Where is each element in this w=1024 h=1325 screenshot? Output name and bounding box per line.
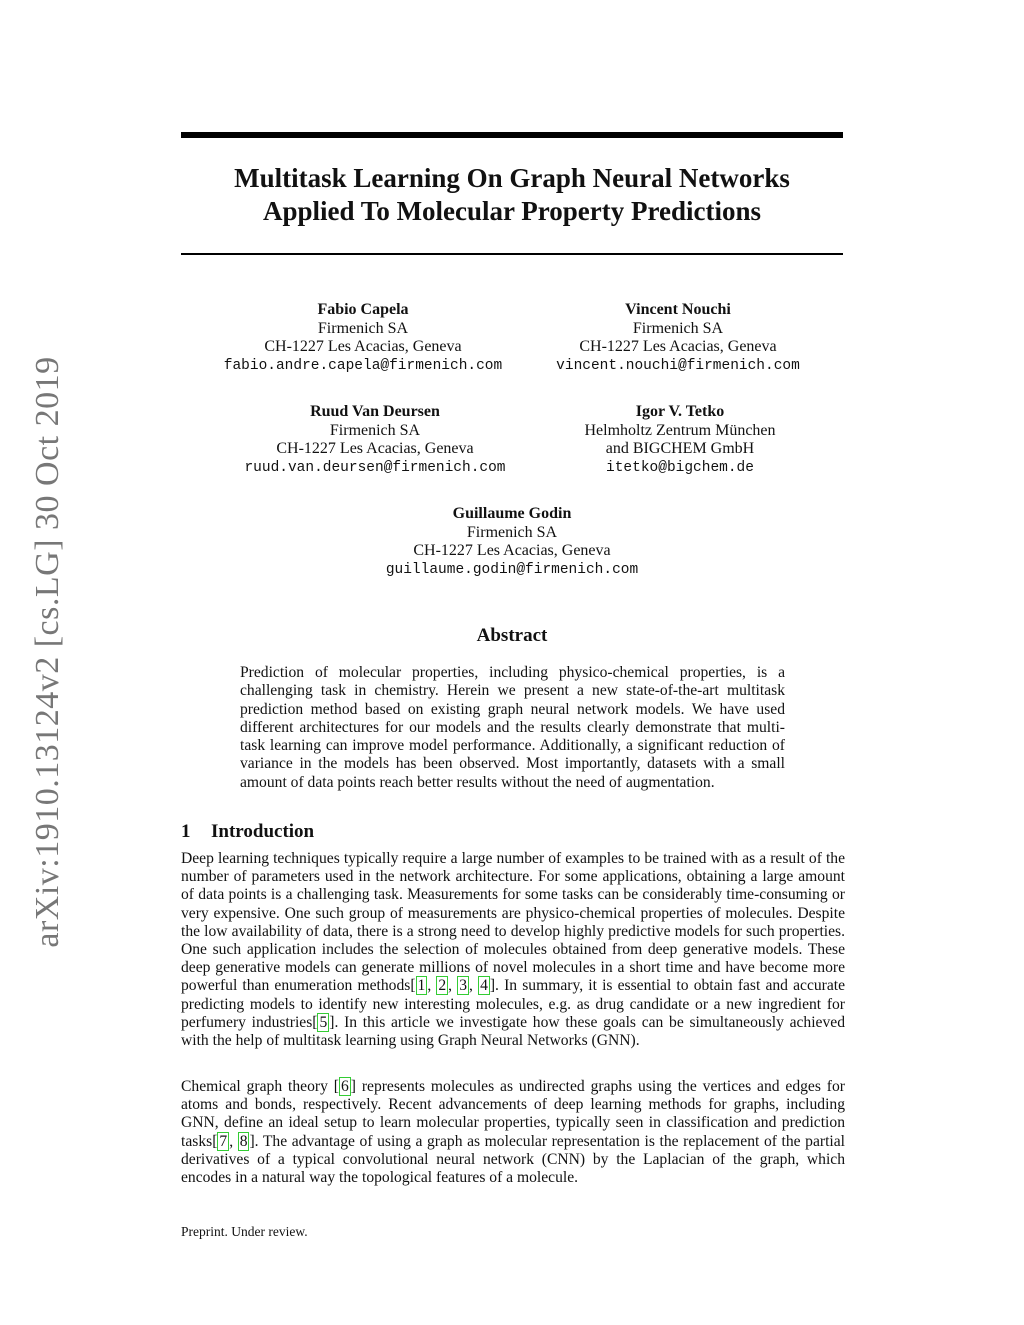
citation-link[interactable]: 5 [319,1013,328,1031]
intro-paragraph-1 [181,850,845,1050]
author-name: Igor V. Tetko [635,403,725,420]
title-top-rule [181,132,843,138]
section-heading [181,821,314,843]
citation-separator: , [427,977,437,995]
citation-link[interactable]: 3 [459,977,468,995]
citation-link[interactable]: 8 [239,1132,248,1150]
author-block [198,301,528,375]
author-name: Guillaume Godin [452,505,572,522]
author-email[interactable]: itetko@bigchem.de [606,459,754,476]
author-email[interactable]: ruud.van.deursen@firmenich.com [244,459,506,476]
citation-separator: , [448,977,458,995]
paragraph-text: ]. In summary, it is essential to obtain fast and accurate predicting models to identify new interesting molecules, e.g. as drug candidate or a new ingredient for perfumery industries[ [181,977,846,1031]
author-affiliation: Firmenich SA [329,421,421,439]
footer-note: Preprint. Under review. [181,1224,308,1239]
author-block [210,403,540,477]
author-affiliation: Firmenich SA [317,319,409,337]
author-name: Fabio Capela [317,301,409,318]
citation-link[interactable]: 6 [340,1078,349,1095]
author-affiliation: Firmenich SA [632,319,724,337]
author-address: CH-1227 Les Acacias, Geneva [579,338,777,355]
author-affiliation: Helmholtz Zentrum München [584,421,776,439]
abstract-text: Prediction of molecular properties, including physico-chemical properties, is a challenging task in chemistry. Herein we present a new state-of-the-art multitask prediction method based on existing graph neural network models. We have used different architectures for our models and the results clearly demonstrate that multi-task learning can improve model performance. Additionally, a significant reduction of variance in the models has been observed. Most importantly, datasets with a small amount of data points reach better results without the need of augmentation. [240,664,785,791]
author-email[interactable]: guillaume.godin@firmenich.com [385,561,639,578]
author-address: and BIGCHEM GmbH [605,440,755,457]
title-bottom-rule [181,253,843,255]
section-number: 1 [181,821,191,842]
citation-separator: , [469,977,479,995]
author-block [513,301,843,375]
paper-title [181,162,843,228]
abstract-heading: Abstract [476,625,548,646]
author-name: Ruud Van Deursen [310,403,440,420]
intro-paragraph-2 [181,1078,845,1187]
paragraph-text: ]. In this article we investigate how these goals can be simultaneously achieved with the help of multitask learning using Graph Neural Networks (GNN). [181,1013,845,1050]
citation-link[interactable]: 2 [438,977,447,995]
author-address: CH-1227 Les Acacias, Geneva [264,338,462,355]
author-name: Vincent Nouchi [625,301,731,318]
author-address: CH-1227 Les Acacias, Geneva [276,440,474,457]
citation-link[interactable]: 1 [417,977,426,995]
citation-link[interactable]: 7 [219,1132,228,1150]
citation-separator: , [229,1132,238,1150]
arxiv-stamp: arXiv:1910.13124v2 [cs.LG] 30 Oct 2019 [29,356,66,948]
paragraph-text: Chemical graph theory [ [181,1078,339,1095]
paragraph-text: ] represents molecules as undirected graphs using the vertices and edges for atoms and bonds, respectively. Recent advancements of deep learning methods for graphs, including GNN, define an ideal setup to learn molecular properties, typically seen in classification and prediction tasks[ [181,1078,845,1150]
title-line-1: Multitask Learning On Graph Neural Networks [234,163,790,193]
author-email[interactable]: vincent.nouchi@firmenich.com [556,357,800,374]
citation-link[interactable]: 4 [480,977,488,995]
author-affiliation: Firmenich SA [466,523,558,541]
paragraph-text: ]. The advantage of using a graph as molecular representation is the replacement of the partial derivatives of a typical convolutional neural network (CNN) by the Laplacian of the graph, which encodes in a natural way the topological features of a molecule. [181,1132,846,1187]
author-email[interactable]: fabio.andre.capela@firmenich.com [223,357,503,374]
author-block [347,505,677,579]
section-title: Introduction [211,821,315,842]
author-block [515,403,845,477]
author-address: CH-1227 Les Acacias, Geneva [413,542,611,559]
title-line-2: Applied To Molecular Property Predictions [263,196,761,226]
paragraph-text: Deep learning techniques typically require a large number of examples to be trained with as a result of the number of parameters used in the network architecture. For some applications, obtaining a large amount of data points is a challenging task. Measurements for some tasks can be considerably time-consuming or very expensive. One such group of measurements are physico-chemical properties of molecules. Despite the low availability of data, there is a strong need to develop highly predictive models for such properties. One such application includes the selection of molecules obtained from deep generative models. These deep generative models can generate millions of novel molecules in a short time and have become more powerful than enumeration methods[ [181,850,845,995]
